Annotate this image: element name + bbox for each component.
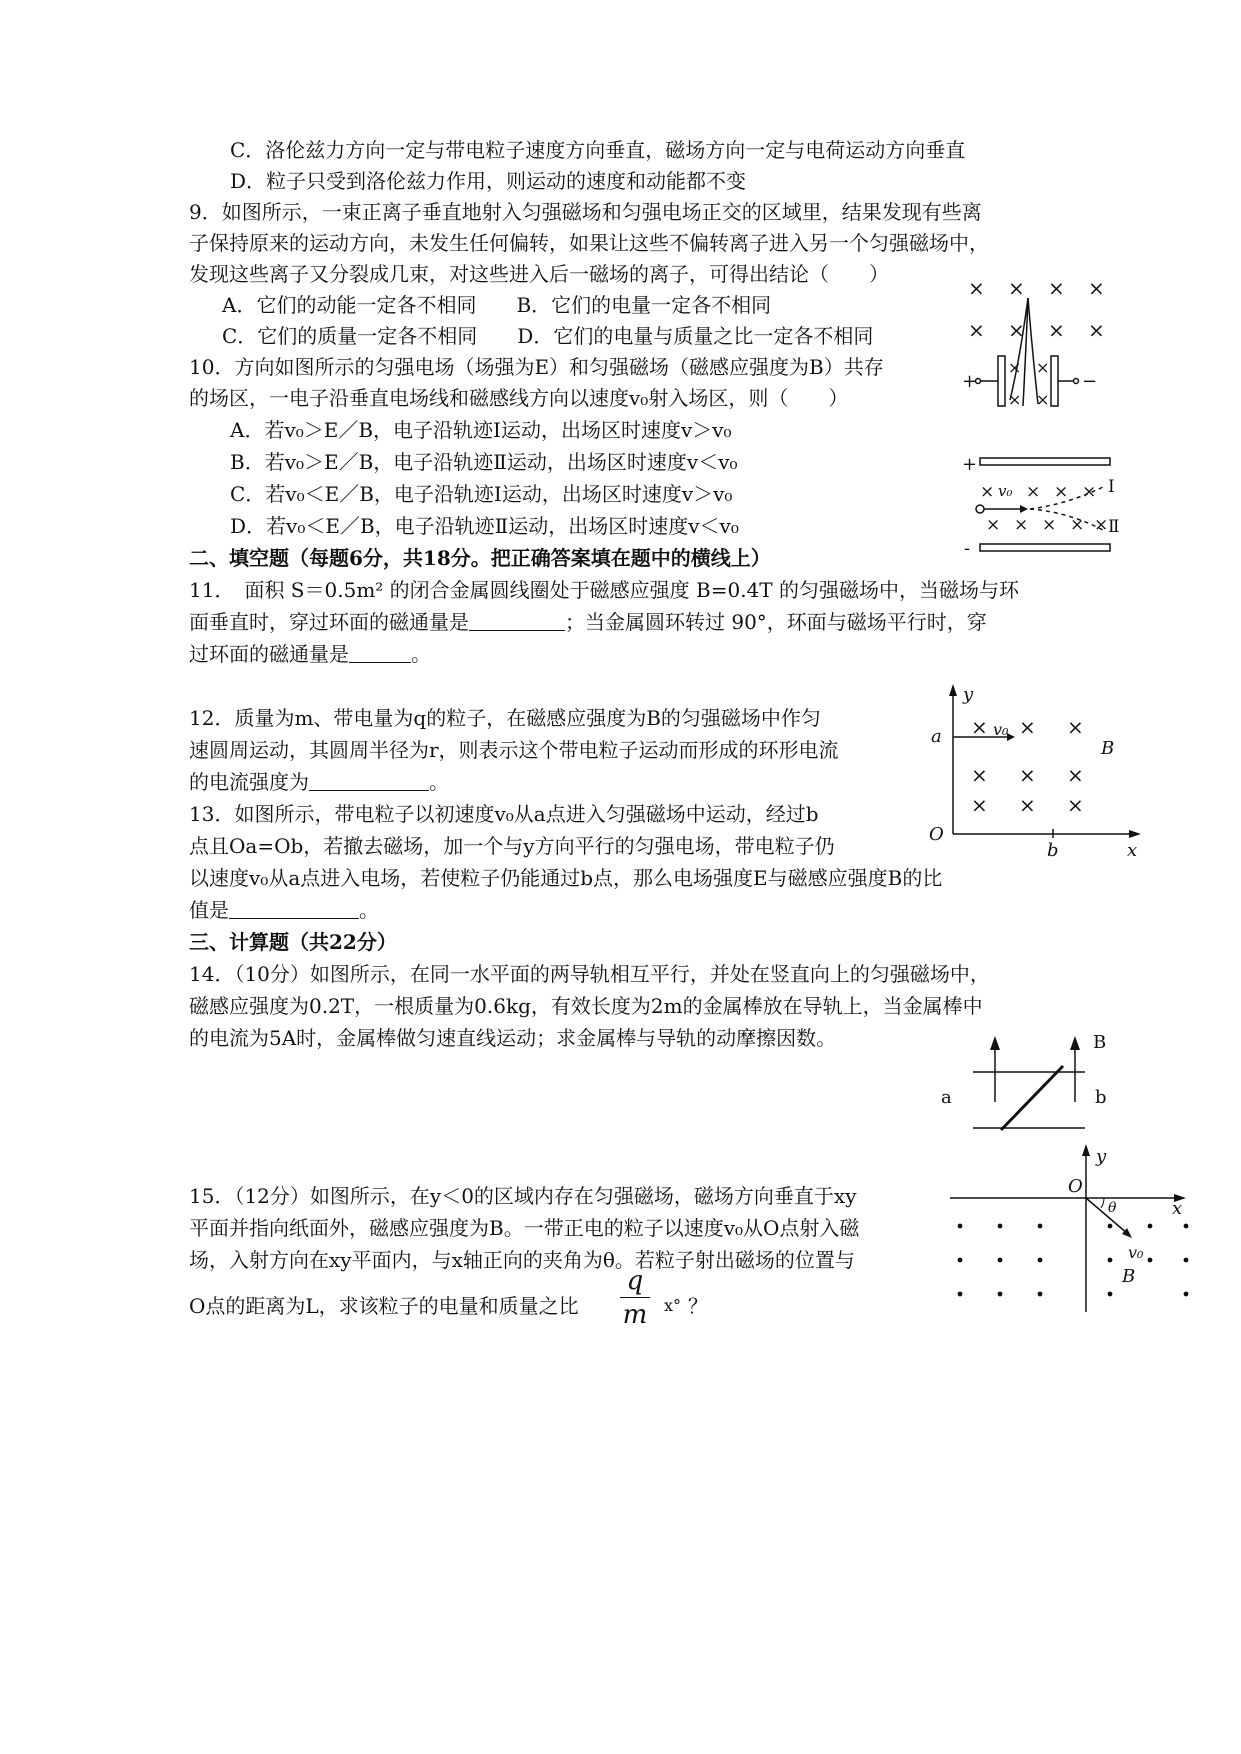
q13-line4-b: 。 [359,898,379,922]
cross-mark: × [1094,515,1109,535]
cross-mark: × [1014,515,1029,535]
cross-mark: × [980,482,995,502]
plus-sign: + [962,371,978,392]
section-fill-heading: 二、填空题（每题6分，共18分。把正确答案填在题中的横线上） [189,546,771,570]
cross-mark: × [1036,390,1050,409]
cross-mark: × [1067,793,1084,817]
track-1-label: Ⅰ [1108,477,1115,497]
figure-q10 [958,452,1138,562]
origin-label: O [1068,1176,1083,1197]
cross-mark: × [1026,482,1041,502]
q13-line4 [189,894,379,926]
origin-label: O [929,824,944,845]
q11-line3-a: 过环面的磁通量是 [189,642,349,666]
cross-mark: × [1008,358,1022,377]
rail-a-label: a [941,1087,952,1108]
fraction-denominator: m [622,1300,648,1330]
q9-options-ab: A．它们的动能一定各不相同 B．它们的电量一定各不相同 [222,293,772,317]
figure-q15 [950,1142,1190,1312]
q11-line3-b: 。 [411,642,431,666]
minus-sign: - [964,538,971,559]
point-b-label: b [1047,840,1059,861]
v0-label: v₀ [993,720,1009,739]
q10-option-c: C．若v₀＜E／B，电子沿轨迹Ⅰ运动，出场区时速度v＞v₀ [230,482,733,506]
section-calc-heading: 三、计算题（共22分） [189,930,397,954]
cross-mark: × [1088,318,1105,342]
cross-mark: × [971,793,988,817]
q10-option-b: B．若v₀＞E／B，电子沿轨迹Ⅱ运动，出场区时速度v＜v₀ [230,450,738,474]
track-2 [1030,509,1103,530]
cross-mark: × [1070,515,1085,535]
y-label: y [963,684,974,705]
fraction-numerator: q [626,1266,644,1296]
q12-line3-a: 的电流强度为 [189,770,309,794]
q11-line1: 11． 面积 S＝0.5m² 的闭合金属圆线圈处于磁感应强度 B=0.4T 的匀强磁场中，当磁场与环 [189,578,1019,602]
cross-mark: × [1048,318,1065,342]
B-label: B [1122,1266,1136,1287]
q10-stem-line2: 的场区，一电子沿垂直电场线和磁感线方向以速度v₀射入场区，则（ ） [189,386,849,410]
B-label: B [1093,1032,1107,1053]
cross-mark: × [971,715,988,739]
cross-mark: × [1088,276,1105,300]
figure-q14 [935,1030,1135,1140]
cross-mark: × [1048,276,1065,300]
field-dots [958,1224,1189,1297]
q10-stem-line1: 10．方向如图所示的匀强电场（场强为E）和匀强磁场（磁感应强度为B）共存 [189,355,884,379]
fraction-bar [620,1297,650,1298]
track-2-label: Ⅱ [1108,517,1120,537]
q12-blank[interactable] [309,770,429,791]
minus-sign: − [1082,371,1098,392]
y-label: y [1096,1146,1107,1167]
upper-plate [980,458,1110,465]
q14-line3: 的电流为5A时，金属棒做匀速直线运动；求金属棒与导轨的动摩擦因数。 [189,1026,837,1050]
q13-line4-a: 值是 [189,898,229,922]
q15-question-mark: ？ [688,1294,708,1318]
cross-mark: × [1042,515,1057,535]
q11-line3 [189,638,431,670]
q12-line3 [189,766,449,798]
v0-label: v₀ [998,482,1013,500]
plate-left [998,356,1005,406]
q13-line3: 以速度v₀从a点进入电场，若使粒子仍能通过b点，那么电场强度E与磁感应强度B的比 [189,866,943,890]
cross-mark: × [1008,390,1022,409]
x-label: x [1172,1198,1183,1219]
q15-line3: 场，入射方向在xy平面内，与x轴正向的夹角为θ。若粒子射出磁场的位置与 [189,1248,855,1272]
q9-stem-line2: 子保持原来的运动方向，未发生任何偏转，如果让这些不偏转离子进入另一个匀强磁场中， [189,231,989,255]
cross-mark: × [968,318,985,342]
cross-mark: × [1008,276,1025,300]
q13-blank[interactable] [229,898,359,919]
q12-line3-b: 。 [429,770,449,794]
q14-line1: 14．（10分）如图所示，在同一水平面的两导轨相互平行，并处在竖直向上的匀强磁场中， [189,962,990,986]
point-a-label: a [931,726,942,747]
metal-rod [1001,1066,1063,1130]
q13-line1: 13．如图所示，带电粒子以初速度v₀从a点进入匀强磁场中运动，经过b [189,802,819,826]
figure-q9 [950,278,1120,418]
cross-mark: × [1067,715,1084,739]
cross-mark: × [1008,318,1025,342]
fraction-tail: ⅹ° [664,1296,682,1315]
option-8c: C．洛伦兹力方向一定与带电粒子速度方向垂直，磁场方向一定与电荷运动方向垂直 [230,138,966,162]
q15-line4 [189,1290,579,1322]
q11-line2-a: 面垂直时，穿过环面的磁通量是 [189,610,469,634]
plus-sign: + [962,454,978,475]
q9-stem-line1: 9．如图所示，一束正离子垂直地射入匀强磁场和匀强电场正交的区域里，结果发现有些离 [189,200,982,224]
cross-mark: × [1082,482,1097,502]
velocity-vector [1086,1198,1128,1234]
q13-line2: 点且Oa=Ob，若撤去磁场，加一个与y方向平行的匀强电场，带电粒子仍 [189,834,835,858]
cross-mark: × [1019,763,1036,787]
electron [976,505,984,513]
option-8d: D．粒子只受到洛伦兹力作用，则运动的速度和动能都不变 [230,169,747,193]
cross-mark: × [1019,715,1036,739]
q11-blank2[interactable] [349,642,411,663]
plate-right [1051,356,1058,406]
cross-mark: × [1036,358,1050,377]
q15-line1: 15．（12分）如图所示，在y＜0的区域内存在匀强磁场，磁场方向垂直于xy [189,1184,857,1208]
q10-option-a: A．若v₀＞E／B，电子沿轨迹Ⅰ运动，出场区时速度v＞v₀ [230,418,732,442]
figure-q13 [915,682,1145,862]
q11-line2-b: ；当金属圆环转过 90°，环面与磁场平行时，穿 [565,610,987,634]
q14-line2: 磁感应强度为0.2T，一根质量为0.6kg，有效长度为2m的金属棒放在导轨上，当金属棒中 [189,994,983,1018]
v0-label: v₀ [1128,1243,1144,1262]
cross-mark: × [971,763,988,787]
q9-stem-line3: 发现这些离子又分裂成几束，对这些进入后一磁场的离子，可得出结论（ ） [189,262,889,286]
B-label: B [1101,738,1115,759]
q11-line2 [189,606,987,638]
cross-mark: × [986,515,1001,535]
lower-plate [980,544,1110,551]
cross-mark: × [968,276,985,300]
q12-line2: 速圆周运动，其圆周半径为r，则表示这个带电粒子运动而形成的环形电流 [189,738,839,762]
q12-line1: 12．质量为m、带电量为q的粒子，在磁感应强度为B的匀强磁场中作匀 [189,706,821,730]
cross-mark: × [1054,482,1069,502]
q15-line2: 平面并指向纸面外，磁感应强度为B。一带正电的粒子以速度v₀从O点射入磁 [189,1216,860,1240]
cross-mark: × [1019,793,1036,817]
x-label: x [1127,840,1138,861]
cross-mark: × [1067,763,1084,787]
q11-blank1[interactable] [469,610,565,631]
rail-b-label: b [1095,1087,1107,1108]
q9-options-cd: C．它们的质量一定各不相同 D．它们的电量与质量之比一定各不相同 [222,324,874,348]
theta-label: θ [1108,1200,1117,1216]
q15-line4-a: O点的距离为L，求该粒子的电量和质量之比 [189,1294,579,1318]
q10-option-d: D．若v₀＜E／B，电子沿轨迹Ⅱ运动，出场区时速度v＜v₀ [230,514,739,538]
